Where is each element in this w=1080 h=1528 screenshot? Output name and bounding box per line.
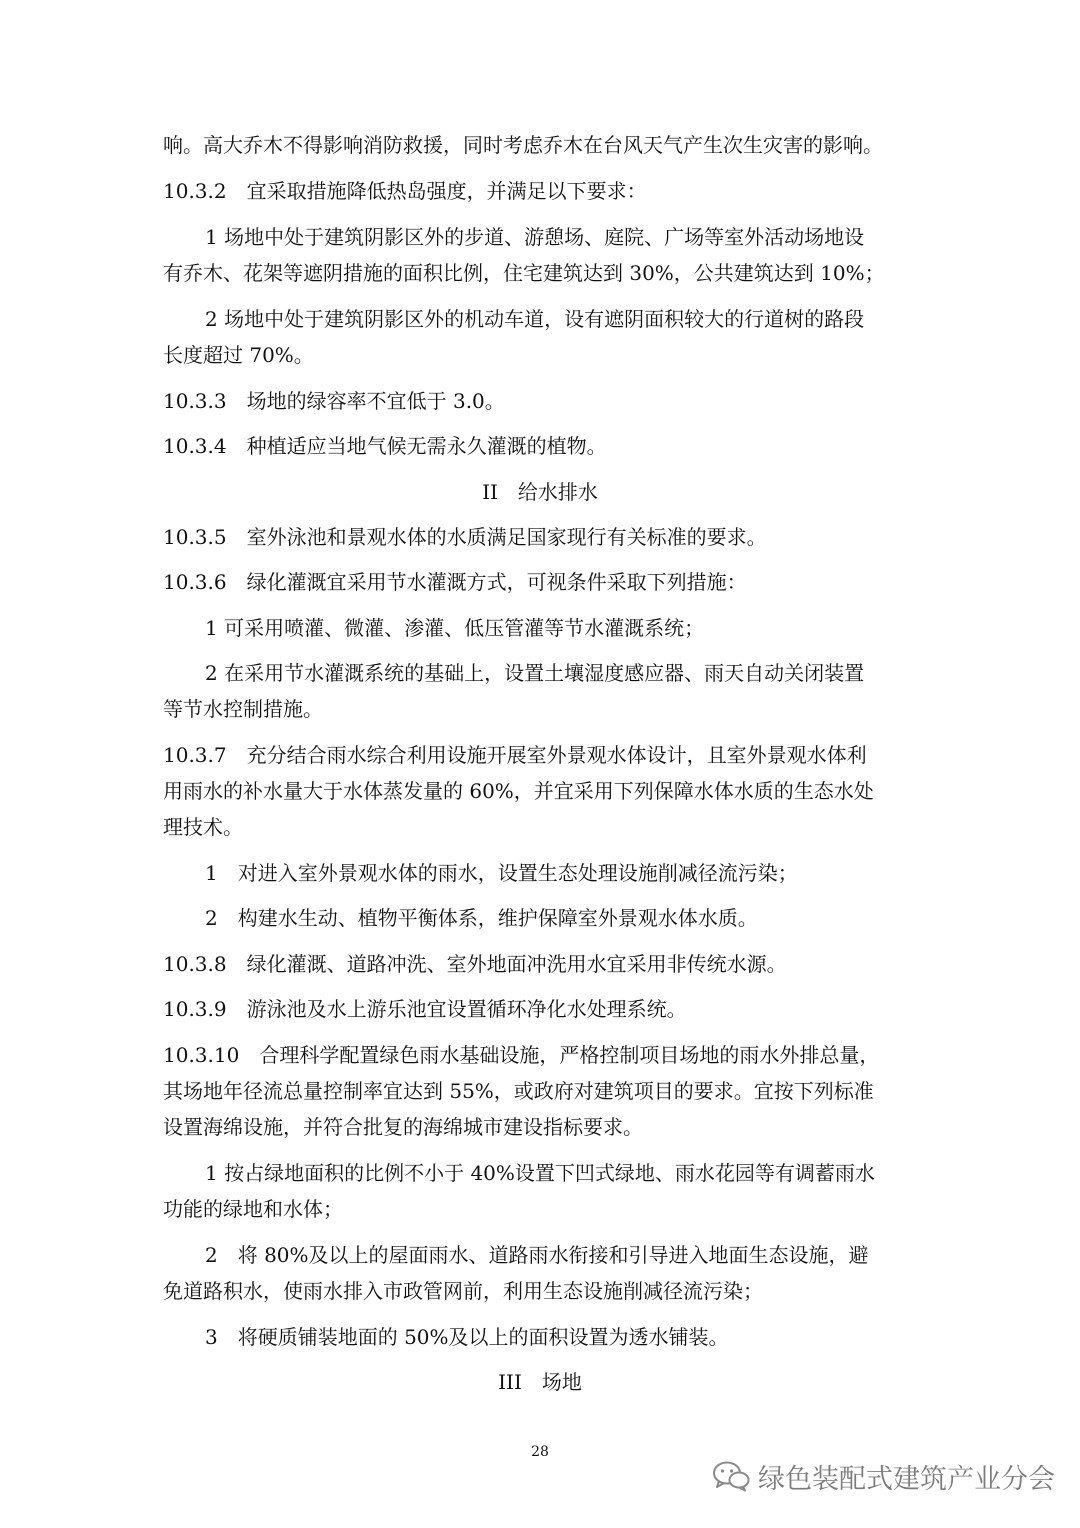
wechat-icon bbox=[712, 1460, 750, 1492]
clause-10-3-6: 10.3.6 绿化灌溉宜采用节水灌溉方式，可视条件采取下列措施： bbox=[163, 570, 747, 594]
text-line: 等节水控制措施。 bbox=[163, 697, 323, 721]
text-line: 免道路积水，使雨水排入市政管网前，利用生态设施削减径流污染； bbox=[163, 1279, 763, 1303]
text-line: 长度超过 70%。 bbox=[163, 343, 314, 367]
text-line: 1 场地中处于建筑阴影区外的步道、游憩场、庭院、广场等室外活动场地设 bbox=[205, 225, 865, 249]
text-line: 3 将硬质铺装地面的 50%及以上的面积设置为透水铺装。 bbox=[205, 1325, 729, 1349]
text-line: 2 将 80%及以上的屋面雨水、道路雨水衔接和引导进入地面生态设施，避 bbox=[205, 1243, 869, 1267]
text-line: 功能的绿地和水体； bbox=[163, 1197, 343, 1221]
clause-10-3-2: 10.3.2 宜采取措施降低热岛强度，并满足以下要求： bbox=[163, 179, 647, 203]
section-heading-site: III 场地 bbox=[498, 1370, 582, 1394]
clause-10-3-7: 10.3.7 充分结合雨水综合利用设施开展室外景观水体设计，且室外景观水体利 bbox=[163, 743, 867, 767]
clause-10-3-5: 10.3.5 室外泳池和景观水体的水质满足国家现行有关标准的要求。 bbox=[163, 525, 767, 549]
text-line: 1 按占绿地面积的比例不小于 40%设置下凹式绿地、雨水花园等有调蓄雨水 bbox=[205, 1161, 875, 1185]
text-line: 2 在采用节水灌溉系统的基础上，设置土壤湿度感应器、雨天自动关闭装置 bbox=[205, 661, 865, 685]
clause-10-3-3: 10.3.3 场地的绿容率不宜低于 3.0。 bbox=[163, 389, 505, 413]
watermark-text: 绿色装配式建筑产业分会 bbox=[758, 1463, 1055, 1495]
text-line: 有乔木、花架等遮阴措施的面积比例，住宅建筑达到 30%，公共建筑达到 10%； bbox=[163, 261, 885, 285]
text-line: 理技术。 bbox=[163, 815, 243, 839]
text-line: 设置海绵设施，并符合批复的海绵城市建设指标要求。 bbox=[163, 1115, 643, 1139]
text-line: 1 对进入室外景观水体的雨水，设置生态处理设施削减径流污染； bbox=[205, 861, 798, 885]
clause-10-3-9: 10.3.9 游泳池及水上游乐池宜设置循环净化水处理系统。 bbox=[163, 997, 687, 1021]
text-line: 2 构建水生动、植物平衡体系，维护保障室外景观水体水质。 bbox=[205, 906, 758, 930]
clause-10-3-10: 10.3.10 合理科学配置绿色雨水基础设施，严格控制项目场地的雨水外排总量， bbox=[163, 1043, 880, 1067]
section-heading-water: II 给水排水 bbox=[482, 480, 598, 504]
page-number: 28 bbox=[531, 1444, 549, 1460]
text-line: 2 场地中处于建筑阴影区外的机动车道，设有遮阴面积较大的行道树的路段 bbox=[205, 307, 865, 331]
text-line: 其场地年径流总量控制率宜达到 55%，或政府对建筑项目的要求。宜按下列标准 bbox=[163, 1079, 874, 1103]
text-line: 1 可采用喷灌、微灌、渗灌、低压管灌等节水灌溉系统； bbox=[205, 616, 705, 640]
text-line: 响。高大乔木不得影响消防救援，同时考虑乔木在台风天气产生次生灾害的影响。 bbox=[163, 133, 883, 157]
clause-10-3-8: 10.3.8 绿化灌溉、道路冲洗、室外地面冲洗用水宜采用非传统水源。 bbox=[163, 952, 787, 976]
clause-10-3-4: 10.3.4 种植适应当地气候无需永久灌溉的植物。 bbox=[163, 434, 607, 458]
watermark bbox=[712, 1456, 1055, 1496]
text-line: 用雨水的补水量大于水体蒸发量的 60%，并宜采用下列保障水体水质的生态水处 bbox=[163, 779, 874, 803]
